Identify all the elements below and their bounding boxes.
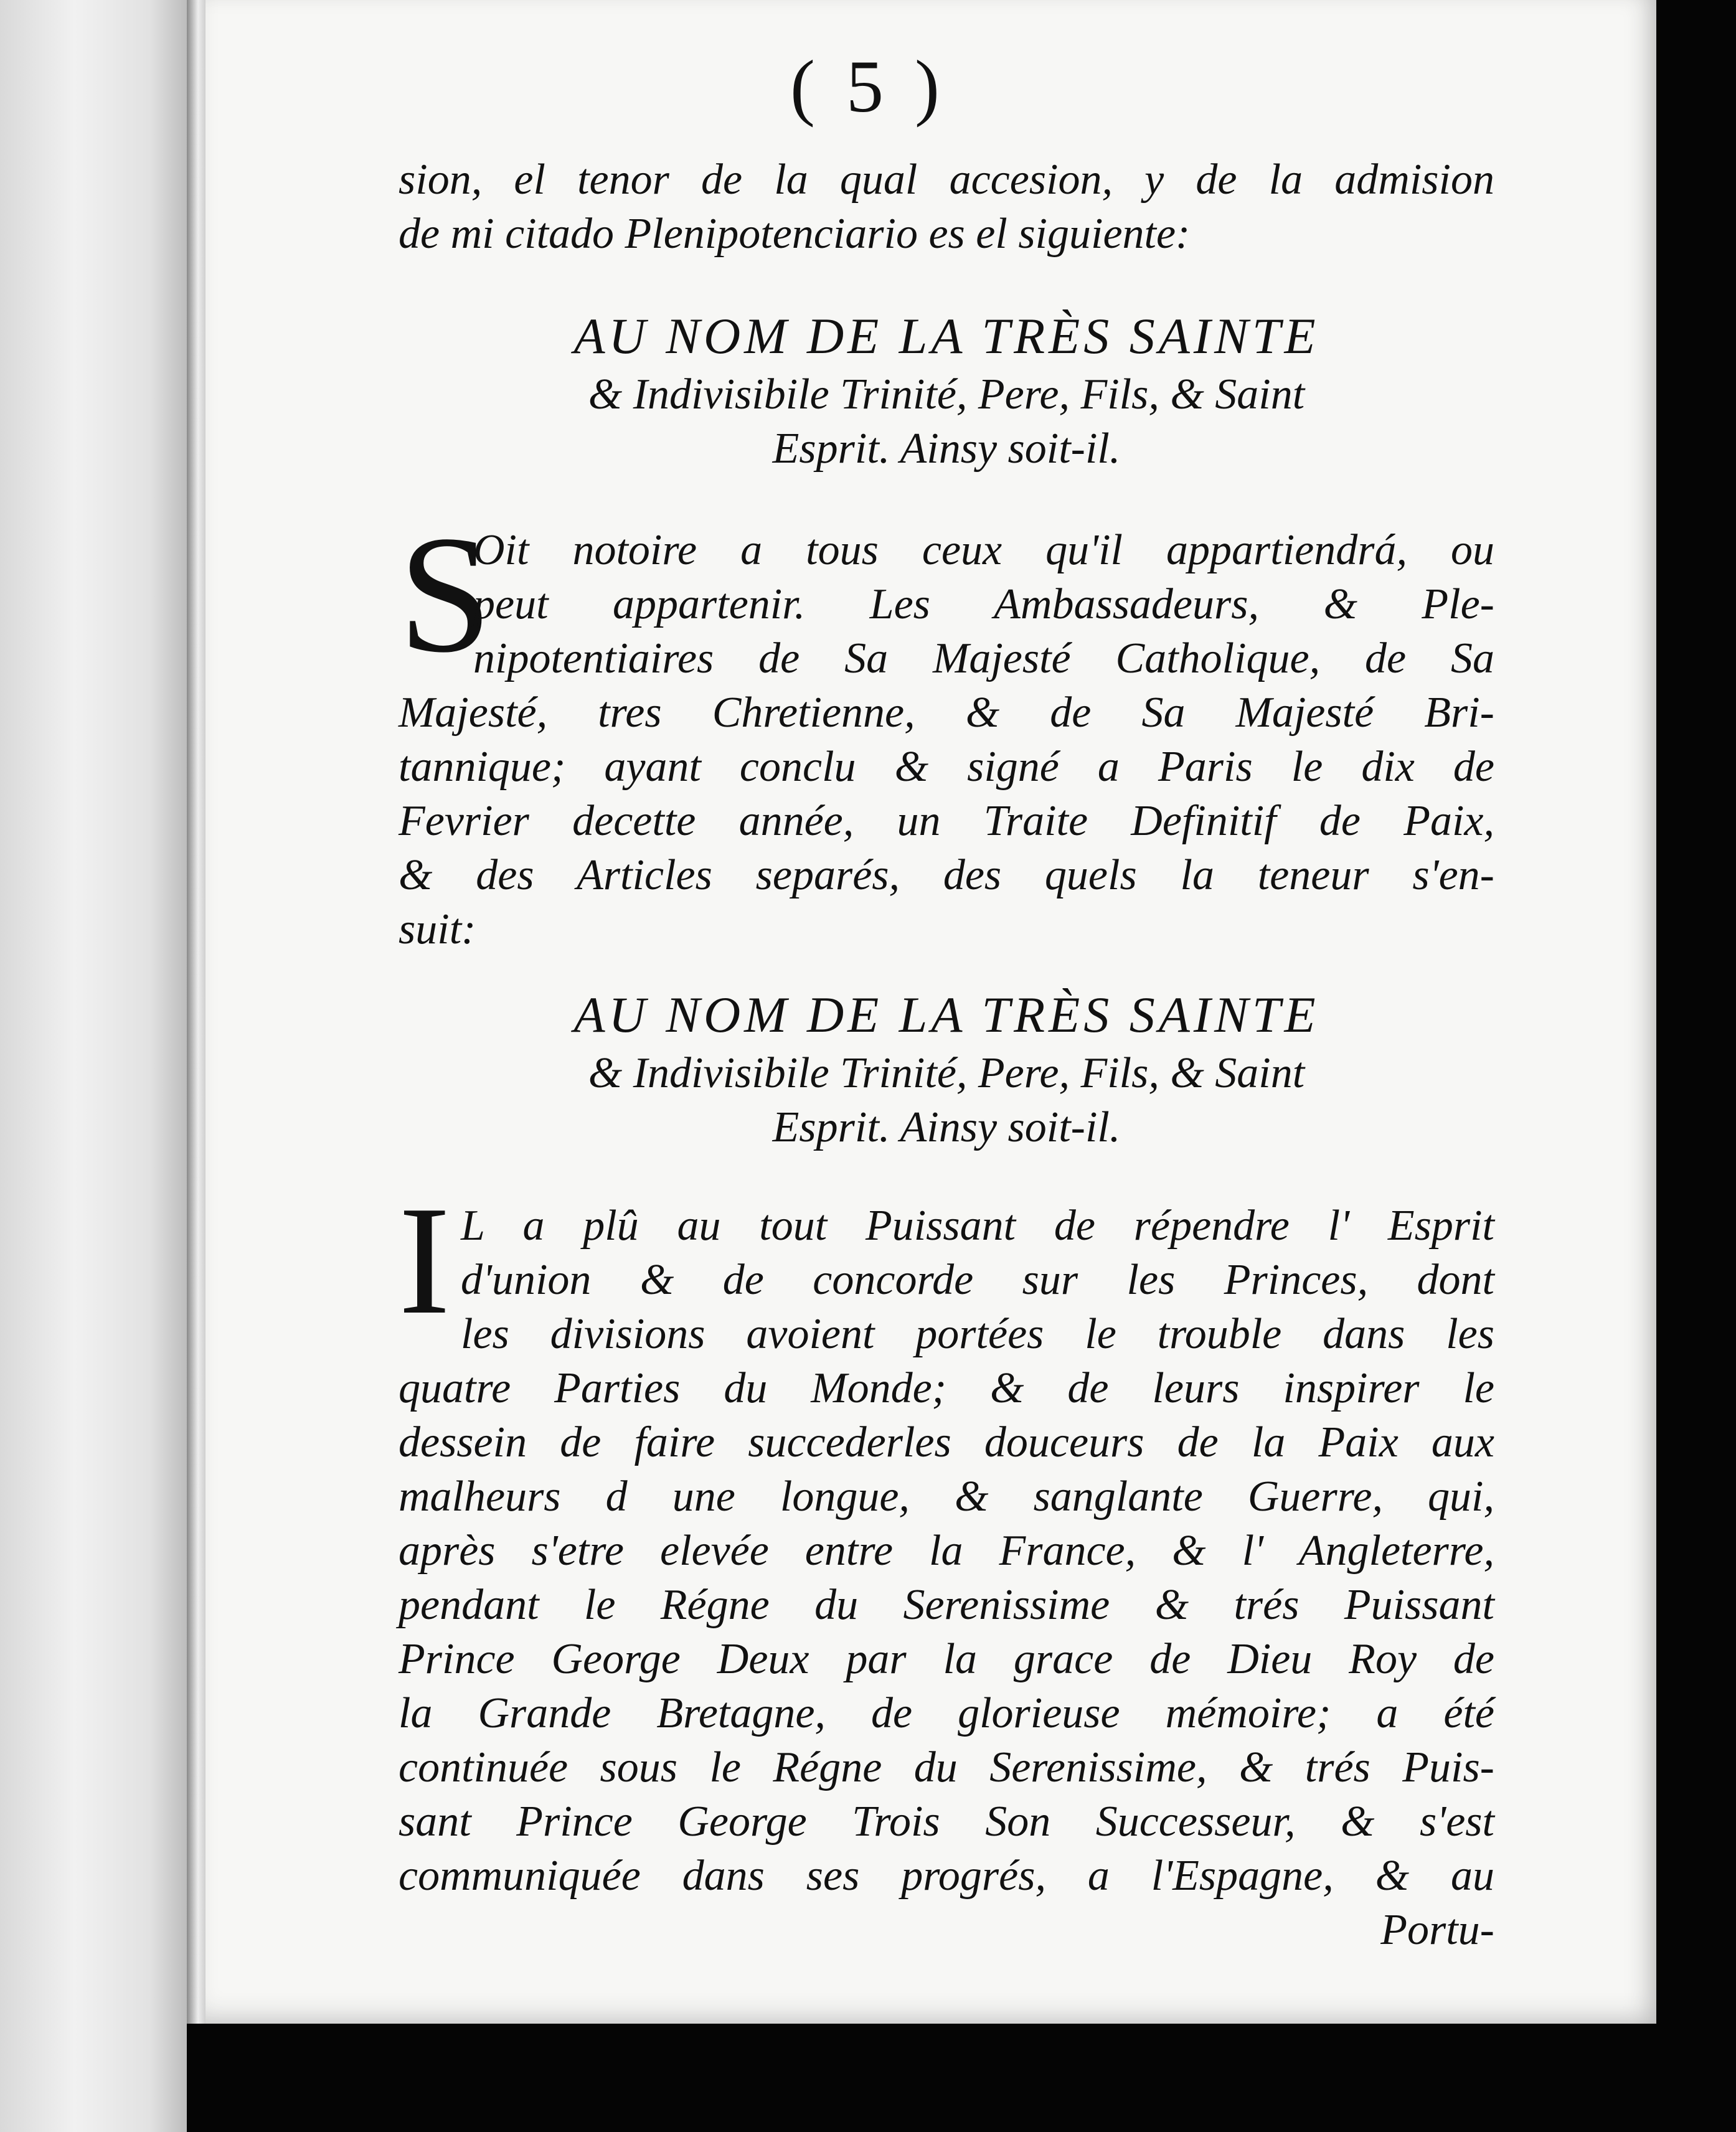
heading-line: AU NOM DE LA TRÈS SAINTE [573, 308, 1319, 364]
dropcap-s: S [399, 501, 493, 687]
text-line: communiquée dans ses progrés, a l'Espagne, & au [399, 1852, 1494, 1900]
text-line: Fevrier decette année, un Traite Definitif de Paix, [399, 797, 1494, 845]
dropcap-i: I [399, 1174, 451, 1347]
text-line: nipotentiaires de Sa Majesté Catholique, de Sa [473, 634, 1494, 682]
text-line: malheurs d une longue, & sanglante Guerre, qui, [399, 1473, 1494, 1521]
page-number: ( 5 ) [790, 45, 946, 128]
text-line: Oit notoire a tous ceux qu'il appartiendrá, ou [473, 526, 1494, 574]
text-line: L a plû au tout Puissant de répendre l' Esprit [461, 1202, 1494, 1250]
left-page-margin [0, 0, 187, 2132]
text-line: les divisions avoient portées le trouble dans les [461, 1310, 1494, 1358]
text-line: sant Prince George Trois Son Successeur, & s'est [399, 1798, 1494, 1846]
paragraph-1 [399, 523, 1494, 956]
catchword: Portu- [1380, 1906, 1494, 1954]
text-line: de mi citado Plenipotenciario es el siguiente: [399, 210, 1191, 258]
heading-line: AU NOM DE LA TRÈS SAINTE [573, 986, 1319, 1043]
text-line: sion, el tenor de la qual accesion, y de la admision [399, 156, 1494, 204]
heading-line: & Indivisibile Trinité, Pere, Fils, & Saint [588, 370, 1305, 418]
heading-invocation-1 [399, 305, 1494, 476]
heading-line: Esprit. Ainsy soit-il. [772, 1103, 1121, 1151]
heading-invocation-2 [399, 984, 1494, 1154]
scan-border-right [1656, 0, 1736, 2132]
text-line: Prince George Deux par la grace de Dieu Roy de [399, 1635, 1494, 1683]
text-line: continuée sous le Régne du Serenissime, & trés Puis- [399, 1743, 1494, 1791]
text-line: suit: [399, 905, 476, 953]
heading-line: Esprit. Ainsy soit-il. [772, 425, 1121, 473]
text-line: peut appartenir. Les Ambassadeurs, & Ple- [473, 580, 1494, 628]
text-line: d'union & de concorde sur les Princes, dont [461, 1256, 1494, 1304]
text-line: & des Articles separés, des quels la teneur s'en- [399, 851, 1494, 899]
intro-block [399, 153, 1494, 261]
text-line: Majesté, tres Chretienne, & de Sa Majesté Bri- [399, 689, 1494, 737]
text-line: après s'etre elevée entre la France, & l' Angleterre, [399, 1527, 1494, 1575]
scan-border-bottom [187, 2024, 1669, 2132]
text-line: pendant le Régne du Serenissime & trés Puissant [399, 1581, 1494, 1629]
text-line: dessein de faire succederles douceurs de la Paix aux [399, 1418, 1494, 1466]
text-line: tannique; ayant conclu & signé a Paris le dix de [399, 743, 1494, 791]
paragraph-2 [399, 1199, 1494, 1957]
text-line: quatre Parties du Monde; & de leurs inspirer le [399, 1364, 1494, 1412]
heading-line: & Indivisibile Trinité, Pere, Fils, & Saint [588, 1049, 1305, 1097]
text-line: la Grande Bretagne, de glorieuse mémoire; a été [399, 1689, 1494, 1737]
book-spine [187, 0, 205, 2132]
